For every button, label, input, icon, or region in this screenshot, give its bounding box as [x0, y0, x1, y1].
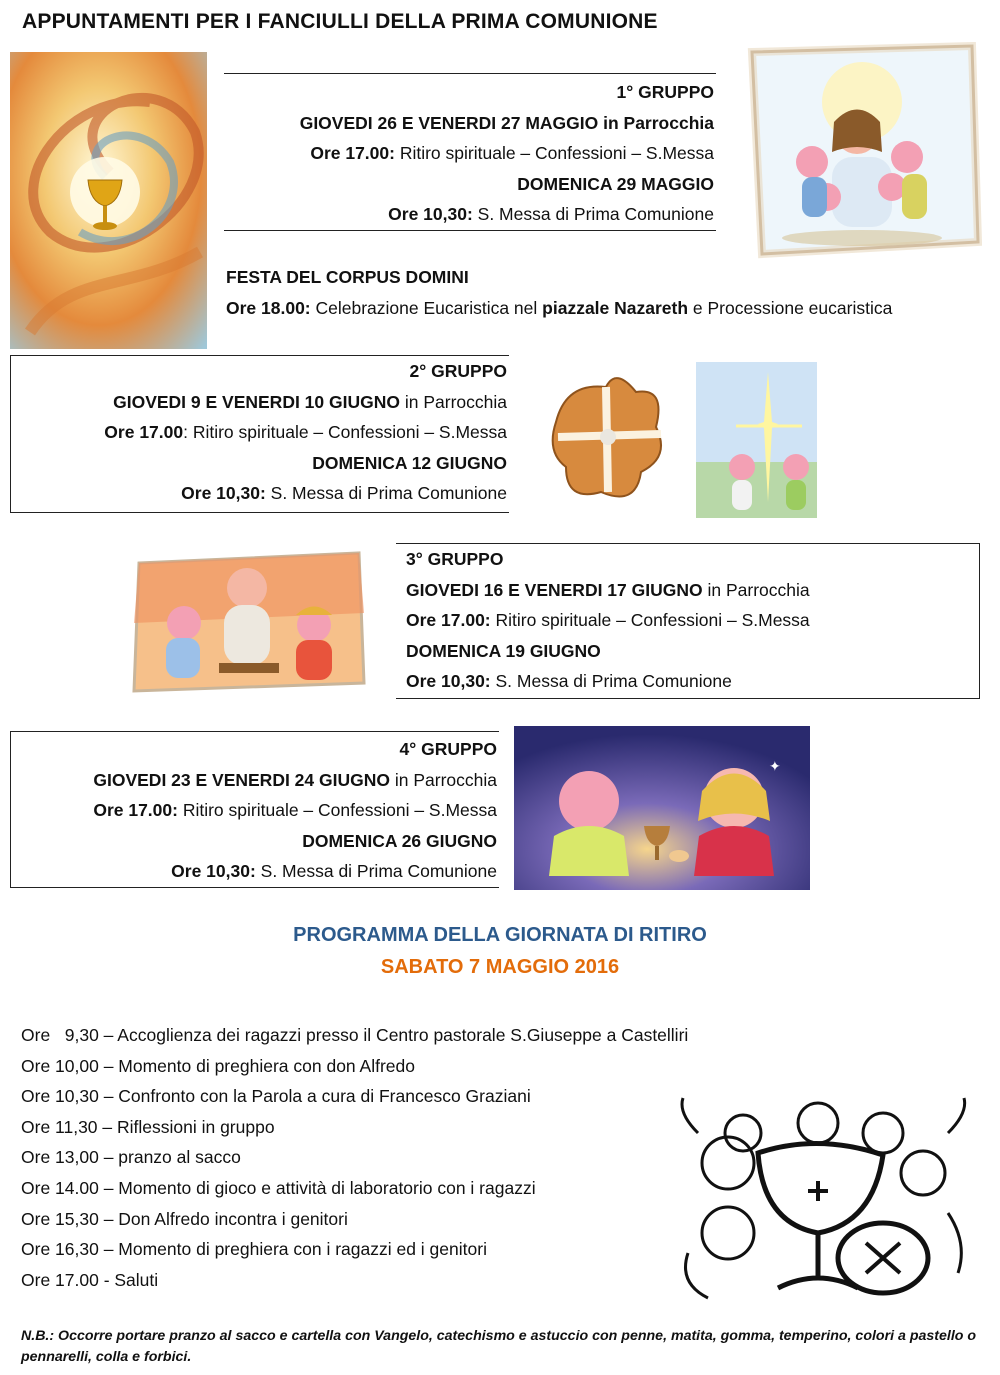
group-1-name: 1° GRUPPO: [616, 82, 714, 102]
group-1-sunday: DOMENICA 29 MAGGIO: [517, 173, 714, 194]
schedule-item: Ore 9,30 – Accoglienza dei ragazzi presso il Centro pastorale S.Giuseppe a Castelliri: [21, 1025, 689, 1045]
group-3-block: [396, 543, 980, 699]
group-4-sunday: DOMENICA 26 GIUGNO: [302, 830, 497, 851]
corpus-domini-heading: FESTA DEL CORPUS DOMINI: [226, 267, 469, 287]
group-2-days: GIOVEDI 9 E VENERDI 10 GIUGNO in Parrocchia: [113, 391, 507, 412]
children-hugging-jesus-illustration: [742, 42, 982, 260]
schedule-item: Ore 13,00 – pranzo al sacco: [21, 1147, 241, 1168]
retreat-schedule: [21, 1020, 688, 1295]
svg-text:✦: ✦: [769, 759, 781, 775]
group-4-communion: Ore 10,30: S. Messa di Prima Comunione: [171, 861, 497, 881]
corpus-domini-details: Ore 18.00: Celebrazione Eucaristica nel piazzale Nazareth e Processione eucaristica: [226, 297, 893, 318]
children-eating-with-jesus-illustration: [124, 543, 371, 696]
page-title: APPUNTAMENTI PER I FANCIULLI DELLA PRIMA COMUNIONE: [22, 10, 658, 33]
children-praying-chalice-illustration: [514, 726, 810, 890]
group-3-communion: Ore 10,30: S. Messa di Prima Comunione: [406, 671, 732, 691]
schedule-item: Ore 10,00 – Momento di preghiera con don Alfredo: [21, 1055, 415, 1076]
group-4-days: GIOVEDI 23 E VENERDI 24 GIUGNO in Parrocchia: [93, 769, 497, 790]
group-4-name: 4° GRUPPO: [399, 739, 497, 759]
group-4-block: [10, 731, 499, 888]
chalice-swirl-illustration: [10, 52, 207, 349]
group-3-name: 3° GRUPPO: [406, 549, 504, 569]
group-3-days: GIOVEDI 16 E VENERDI 17 GIUGNO in Parrocchia: [406, 579, 810, 600]
note-text: N.B.: Occorre portare pranzo al sacco e cartella con Vangelo, catechismo e astuccio con penne, matita, gomma, temperino, colori a pastello o pennarelli, colla e forbici.: [21, 1328, 977, 1365]
group-2-name: 2° GRUPPO: [409, 361, 507, 381]
group-2-communion: Ore 10,30: S. Messa di Prima Comunione: [181, 483, 507, 503]
schedule-item: Ore 16,30 – Momento di preghiera con i ragazzi ed i genitori: [21, 1239, 487, 1260]
group-1-days: GIOVEDI 26 E VENERDI 27 MAGGIO in Parrocchia: [299, 112, 714, 133]
group-2-block: [10, 355, 509, 513]
group-1-block: [224, 73, 716, 231]
schedule-item: Ore 15,30 – Don Alfredo incontra i genitori: [21, 1208, 348, 1229]
schedule-item: Ore 17.00 - Saluti: [21, 1269, 159, 1290]
schedule-item: Ore 10,30 – Confronto con la Parola a cura di Francesco Graziani: [21, 1086, 531, 1107]
children-chalice-lineart-illustration: [668, 1093, 978, 1308]
programme-date: SABATO 7 MAGGIO 2016: [380, 956, 620, 978]
group-2-sunday: DOMENICA 12 GIUGNO: [312, 452, 507, 473]
corpus-domini-section: [226, 262, 892, 323]
schedule-item: Ore 14.00 – Momento di gioco e attività di laboratorio con i ragazzi: [21, 1177, 536, 1198]
group-2-retreat: Ore 17.00: Ritiro spirituale – Confessioni – S.Messa: [104, 422, 507, 442]
group-1-communion: Ore 10,30: S. Messa di Prima Comunione: [388, 204, 714, 224]
group-1-retreat: Ore 17.00: Ritiro spirituale – Confessioni – S.Messa: [310, 143, 714, 163]
group-3-sunday: DOMENICA 19 GIUGNO: [406, 640, 601, 661]
schedule-item: Ore 11,30 – Riflessioni in gruppo: [21, 1116, 275, 1137]
group-3-retreat: Ore 17.00: Ritiro spirituale – Confessioni – S.Messa: [406, 610, 810, 630]
programme-title: PROGRAMMA DELLA GIORNATA DI RITIRO: [293, 924, 707, 946]
bread-and-star-illustration: [546, 362, 817, 518]
group-4-retreat: Ore 17.00: Ritiro spirituale – Confessioni – S.Messa: [93, 800, 497, 820]
